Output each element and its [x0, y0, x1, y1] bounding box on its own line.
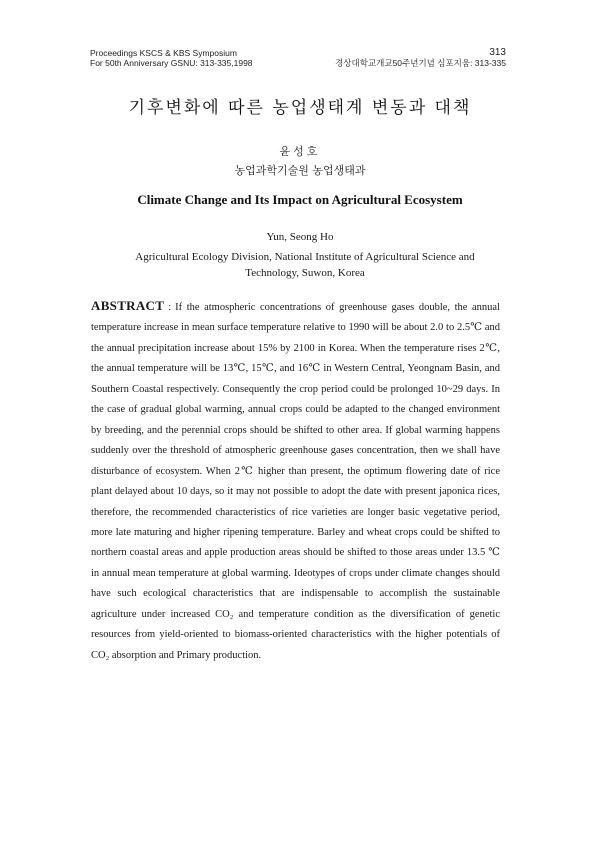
english-affiliation: Agricultural Ecology Division, National Institute of Agricultural Science and Technology, Suwon, Korea: [135, 251, 475, 279]
abstract-separator: :: [168, 302, 172, 313]
proceedings-line: Proceedings KSCS & KBS Symposium: [90, 48, 237, 58]
abstract-body: If the atmospheric concentrations of greenhouse gases double, the annual temperature increase in mean surface temperature relative to 1990 will be about 2.0 to 2.5℃ and the annual precipitation increase about 15% by 2100 in Korea. When the temperature rises 2℃, the annual temperature will be 13℃, 15℃, and 16℃ in Western Central, Yeongnam Basin, and Southern Coastal respectively. Consequently the crop period could be prolonged 10~29 days. In the case of gradual global warming, annual crops could be adapted to the changed environment by breeding, and the perennial crops should be shifted to other area. If global warming happens suddenly over the threshold of atmospheric greenhouse gases concentration, then we shall have disturbance of ecosystem. When 2℃ higher than present, the optimum flowering date of rice plant delayed about 10 days, so it may not possible to adopt the date with present japonica rices, therefore, the recommended characteristics of rice varieties are longer basic vegetative period, more late maturing and higher ripening temperature. Barley and wheat crops could be shifted to northern coastal areas and apple production areas should be shifted to those areas under 13.5 ℃ in annual mean temperature at global warming. Ideotypes of crops under climate changes should have such ecological characteristics that are indispensable to accomplish the sustainable agriculture under increased CO₂ and temperature condition as the diversification of genetic resources from yield-oriented to biomass-oriented characteristics with the higher potentials of CO₂ absorption and Primary production.: [91, 302, 500, 661]
page-number: 313: [489, 47, 506, 58]
english-title: Climate Change and Its Impact on Agricultural Ecosystem: [137, 192, 463, 207]
korean-author: 윤성호: [279, 145, 321, 158]
abstract-label: ABSTRACT: [91, 298, 165, 313]
abstract: [91, 296, 500, 666]
korean-affiliation: 농업과학기술원 농업생태과: [234, 164, 366, 177]
korean-title: 기후변화에 따른 농업생태계 변동과 대책: [128, 98, 472, 118]
english-author: Yun, Seong Ho: [266, 231, 334, 243]
running-header-right: [335, 48, 506, 68]
running-header-left: [90, 48, 253, 68]
anniversary-line: For 50th Anniversary GSNU: 313-335,1998: [90, 58, 253, 68]
anniversary-line-ko: 경상대학교개교50주년기념 심포지움: 313-335: [335, 58, 506, 68]
